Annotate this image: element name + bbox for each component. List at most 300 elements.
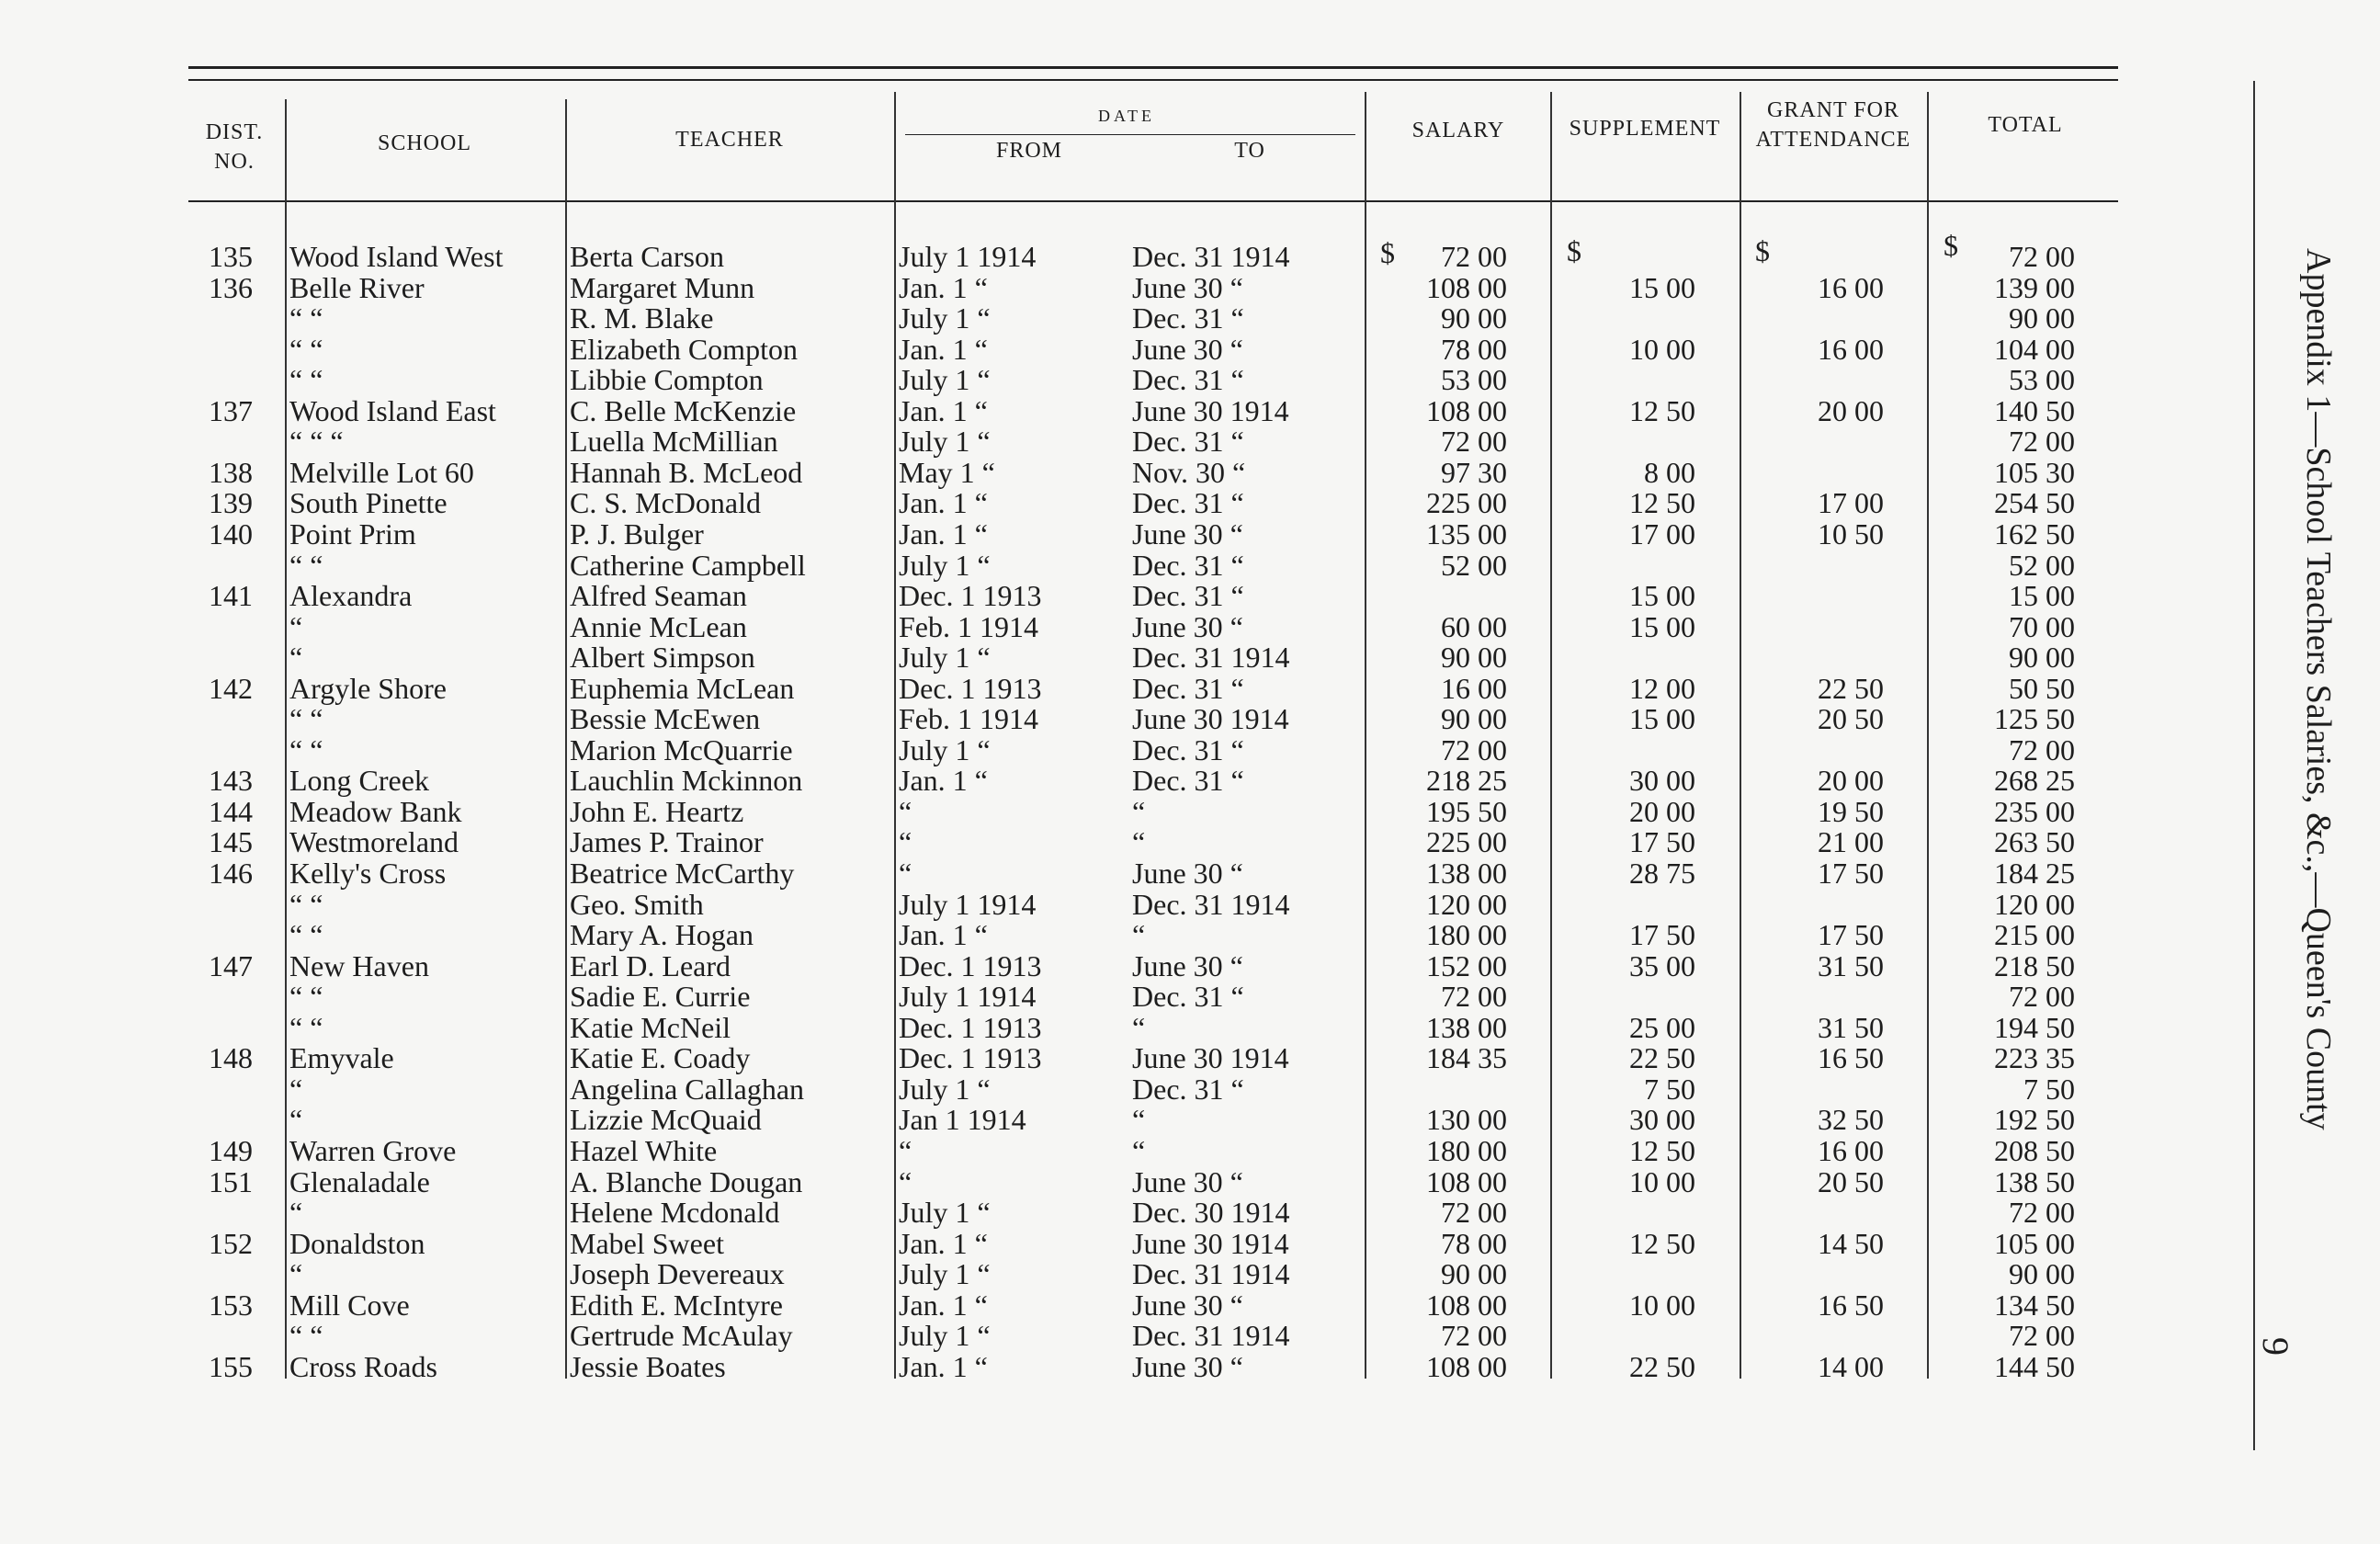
cell-grant: 20 50 (1818, 702, 1884, 736)
cell-school: New Haven (289, 948, 429, 982)
cell-school: “ “ (289, 918, 323, 952)
col-divider-salary (1550, 92, 1552, 1379)
cell-supplement: 17 50 (1629, 825, 1695, 859)
cell-teacher: R. M. Blake (570, 301, 714, 335)
cell-teacher: Sadie E. Currie (570, 980, 751, 1014)
cell-salary: 138 00 (1426, 1010, 1507, 1044)
cell-grant: 31 50 (1818, 948, 1884, 982)
header-dist-line2: NO. (214, 150, 255, 174)
cell-salary: 108 00 (1426, 393, 1507, 427)
cell-salary: 78 00 (1441, 332, 1507, 366)
cell-supplement: 7 50 (1644, 1072, 1695, 1106)
cell-supplement: 22 50 (1629, 1349, 1695, 1383)
cell-to: June 30 1914 (1132, 393, 1289, 427)
header-teacher: TEACHER (675, 128, 784, 152)
cell-school: Donaldston (289, 1226, 425, 1260)
cell-salary: 72 00 (1441, 240, 1507, 273)
header-school: SCHOOL (377, 131, 471, 155)
header-from: FROM (995, 139, 1063, 163)
cell-total: 15 00 (2009, 579, 2075, 613)
cell-from: July 1 “ (899, 1257, 991, 1291)
cell-total: 263 50 (1994, 825, 2075, 859)
cell-supplement: 12 50 (1629, 393, 1695, 427)
cell-teacher: Hazel White (570, 1133, 718, 1167)
cell-school: “ “ (289, 732, 323, 766)
cell-teacher: Helene Mcdonald (570, 1196, 780, 1230)
cell-school: Emyvale (289, 1041, 394, 1075)
cell-salary: 90 00 (1441, 641, 1507, 675)
header-supplement: SUPPLEMENT (1569, 117, 1721, 141)
cell-total: 72 00 (2009, 1196, 2075, 1230)
cell-grant: 14 50 (1818, 1226, 1884, 1260)
cell-salary: 53 00 (1441, 363, 1507, 397)
cell-supplement: 12 50 (1629, 486, 1695, 520)
cell-school: “ (289, 1103, 303, 1137)
cell-salary: 78 00 (1441, 1226, 1507, 1260)
cell-to: Dec. 31 “ (1132, 980, 1244, 1014)
cell-grant: 20 50 (1818, 1164, 1884, 1198)
side-title: Appendix 1—School Teachers Salaries, &c.,—Queen's County (2299, 248, 2338, 1130)
cell-salary: 108 00 (1426, 270, 1507, 304)
cell-to: Dec. 31 1914 (1132, 1319, 1290, 1353)
cell-salary: 108 00 (1426, 1164, 1507, 1198)
cell-salary: 97 30 (1441, 455, 1507, 489)
cell-from: Jan. 1 “ (899, 270, 988, 304)
cell-total: 90 00 (2009, 1257, 2075, 1291)
cell-to: June 30 1914 (1132, 702, 1289, 736)
cell-salary: 16 00 (1441, 671, 1507, 705)
cell-grant: 17 50 (1818, 918, 1884, 952)
cell-from: July 1 “ (899, 425, 991, 459)
cell-to: “ (1132, 1103, 1146, 1137)
cell-dist: 145 (209, 825, 253, 859)
cell-from: July 1 “ (899, 548, 991, 582)
cell-from: Jan. 1 “ (899, 764, 988, 798)
cell-teacher: Marion McQuarrie (570, 732, 793, 766)
cell-to: Dec. 31 “ (1132, 301, 1244, 335)
cell-school: Point Prim (289, 517, 416, 551)
cell-total: 235 00 (1994, 794, 2075, 828)
cell-teacher: Lauchlin Mckinnon (570, 764, 803, 798)
cell-from: Jan. 1 “ (899, 1226, 988, 1260)
cell-to: “ (1132, 825, 1146, 859)
cell-total: 138 50 (1994, 1164, 2075, 1198)
cell-salary: 138 00 (1426, 857, 1507, 890)
cell-total: 125 50 (1994, 702, 2075, 736)
cell-to: “ (1132, 918, 1146, 952)
cell-to: Nov. 30 “ (1132, 455, 1246, 489)
cell-total: 254 50 (1994, 486, 2075, 520)
cell-salary: 72 00 (1441, 425, 1507, 459)
cell-grant: 32 50 (1818, 1103, 1884, 1137)
cell-supplement: 10 00 (1629, 1288, 1695, 1322)
cell-to: June 30 1914 (1132, 1041, 1289, 1075)
cell-school: Warren Grove (289, 1133, 457, 1167)
cell-teacher: Alfred Seaman (570, 579, 747, 613)
cell-school: “ “ (289, 980, 323, 1014)
cell-teacher: Libbie Compton (570, 363, 764, 397)
cell-to: June 30 “ (1132, 948, 1243, 982)
cell-teacher: Beatrice McCarthy (570, 857, 795, 890)
cell-school: “ (289, 1257, 303, 1291)
header-salary: SALARY (1411, 119, 1505, 142)
cell-to: June 30 “ (1132, 332, 1243, 366)
cell-from: Jan. 1 “ (899, 393, 988, 427)
cell-dist: 135 (209, 240, 253, 273)
cell-from: Feb. 1 1914 (899, 609, 1038, 643)
cell-total: 104 00 (1994, 332, 2075, 366)
cell-total: 223 35 (1994, 1041, 2075, 1075)
cell-school: “ “ (289, 548, 323, 582)
cell-teacher: Bessie McEwen (570, 702, 761, 736)
cell-teacher: Margaret Munn (570, 270, 755, 304)
cell-from: July 1 1914 (899, 887, 1037, 921)
cell-school: Wood Island West (289, 240, 504, 273)
cell-dist: 149 (209, 1133, 253, 1167)
cell-salary: 180 00 (1426, 918, 1507, 952)
header-to: TO (1234, 139, 1265, 163)
cell-dist: 138 (209, 455, 253, 489)
cell-from: July 1 “ (899, 1319, 991, 1353)
cell-dist: 143 (209, 764, 253, 798)
cell-salary: 72 00 (1441, 1319, 1507, 1353)
cell-dist: 148 (209, 1041, 253, 1075)
cell-school: “ (289, 641, 303, 675)
cell-total: 90 00 (2009, 641, 2075, 675)
cell-salary: 225 00 (1426, 825, 1507, 859)
cell-school: Long Creek (289, 764, 429, 798)
cell-teacher: Elizabeth Compton (570, 332, 798, 366)
header-total: TOTAL (1988, 113, 2063, 137)
cell-salary: 120 00 (1426, 887, 1507, 921)
cell-school: “ “ (289, 363, 323, 397)
cell-salary: 195 50 (1426, 794, 1507, 828)
cell-to: Dec. 31 “ (1132, 363, 1244, 397)
supplement-dollar-sign: $ (1567, 234, 1581, 267)
cell-supplement: 15 00 (1629, 702, 1695, 736)
header-dist (188, 118, 280, 176)
cell-from: “ (899, 794, 912, 828)
cell-to: “ (1132, 1133, 1146, 1167)
cell-salary: 72 00 (1441, 980, 1507, 1014)
cell-grant: 16 50 (1818, 1288, 1884, 1322)
cell-salary: 218 25 (1426, 764, 1507, 798)
cell-supplement: 12 00 (1629, 671, 1695, 705)
cell-from: July 1 “ (899, 641, 991, 675)
cell-grant: 10 50 (1818, 517, 1884, 551)
cell-to: Dec. 31 “ (1132, 732, 1244, 766)
cell-to: June 30 “ (1132, 517, 1243, 551)
cell-total: 72 00 (2009, 980, 2075, 1014)
cell-total: 144 50 (1994, 1349, 2075, 1383)
cell-total: 7 50 (2023, 1072, 2075, 1106)
cell-total: 52 00 (2009, 548, 2075, 582)
header-top-rule (188, 79, 2118, 81)
cell-teacher: John E. Heartz (570, 794, 744, 828)
cell-dist: 144 (209, 794, 253, 828)
cell-school: Westmoreland (289, 825, 459, 859)
cell-school: “ “ (289, 1010, 323, 1044)
cell-grant: 17 50 (1818, 857, 1884, 890)
header-bottom-rule (188, 200, 2118, 202)
cell-salary: 108 00 (1426, 1349, 1507, 1383)
cell-from: July 1 “ (899, 732, 991, 766)
right-margin-rule (2253, 81, 2255, 1450)
cell-teacher: Joseph Devereaux (570, 1257, 785, 1291)
cell-grant: 16 00 (1818, 270, 1884, 304)
cell-from: Jan. 1 “ (899, 517, 988, 551)
cell-salary: 72 00 (1441, 1196, 1507, 1230)
cell-teacher: Berta Carson (570, 240, 724, 273)
cell-dist: 147 (209, 948, 253, 982)
cell-teacher: Gertrude McAulay (570, 1319, 793, 1353)
cell-salary: 60 00 (1441, 609, 1507, 643)
cell-to: June 30 1914 (1132, 1226, 1289, 1260)
cell-school: Argyle Shore (289, 671, 447, 705)
cell-salary: 90 00 (1441, 702, 1507, 736)
cell-school: “ “ (289, 332, 323, 366)
cell-salary: 135 00 (1426, 517, 1507, 551)
cell-teacher: Luella McMillian (570, 425, 778, 459)
cell-grant: 20 00 (1818, 393, 1884, 427)
cell-from: Dec. 1 1913 (899, 671, 1042, 705)
cell-school: “ (289, 1196, 303, 1230)
cell-to: Dec. 31 1914 (1132, 887, 1290, 921)
cell-total: 53 00 (2009, 363, 2075, 397)
cell-teacher: Katie E. Coady (570, 1041, 751, 1075)
cell-dist: 142 (209, 671, 253, 705)
cell-total: 208 50 (1994, 1133, 2075, 1167)
cell-school: Glenaladale (289, 1164, 430, 1198)
cell-total: 134 50 (1994, 1288, 2075, 1322)
cell-to: Dec. 30 1914 (1132, 1196, 1290, 1230)
cell-supplement: 12 50 (1629, 1133, 1695, 1167)
cell-supplement: 15 00 (1629, 609, 1695, 643)
cell-supplement: 12 50 (1629, 1226, 1695, 1260)
cell-from: Jan. 1 “ (899, 1349, 988, 1383)
cell-supplement: 30 00 (1629, 1103, 1695, 1137)
cell-from: Jan. 1 “ (899, 918, 988, 952)
cell-school: “ “ “ (289, 425, 344, 459)
cell-school: “ (289, 1072, 303, 1106)
cell-to: Dec. 31 “ (1132, 486, 1244, 520)
cell-salary: 184 35 (1426, 1041, 1507, 1075)
cell-teacher: Lizzie McQuaid (570, 1103, 762, 1137)
cell-school: Wood Island East (289, 393, 496, 427)
cell-dist: 137 (209, 393, 253, 427)
cell-total: 72 00 (2009, 240, 2075, 273)
col-divider-teacher (894, 92, 896, 1379)
cell-school: “ “ (289, 702, 323, 736)
cell-supplement: 17 00 (1629, 517, 1695, 551)
cell-salary: 52 00 (1441, 548, 1507, 582)
cell-teacher: Katie McNeil (570, 1010, 731, 1044)
cell-teacher: Mary A. Hogan (570, 918, 754, 952)
cell-from: “ (899, 1133, 912, 1167)
cell-to: June 30 “ (1132, 270, 1243, 304)
cell-to: Dec. 31 “ (1132, 425, 1244, 459)
cell-total: 192 50 (1994, 1103, 2075, 1137)
cell-salary: 180 00 (1426, 1133, 1507, 1167)
cell-teacher: Mabel Sweet (570, 1226, 724, 1260)
cell-grant: 21 00 (1818, 825, 1884, 859)
cell-total: 70 00 (2009, 609, 2075, 643)
cell-school: Meadow Bank (289, 794, 462, 828)
cell-from: July 1 “ (899, 1072, 991, 1106)
cell-from: Dec. 1 1913 (899, 579, 1042, 613)
cell-from: May 1 “ (899, 455, 995, 489)
cell-to: Dec. 31 1914 (1132, 641, 1290, 675)
cell-dist: 140 (209, 517, 253, 551)
cell-supplement: 15 00 (1629, 579, 1695, 613)
cell-total: 90 00 (2009, 301, 2075, 335)
cell-to: June 30 “ (1132, 857, 1243, 890)
cell-total: 105 30 (1994, 455, 2075, 489)
cell-to: June 30 “ (1132, 1164, 1243, 1198)
cell-to: Dec. 31 “ (1132, 764, 1244, 798)
cell-total: 139 00 (1994, 270, 2075, 304)
cell-to: Dec. 31 “ (1132, 548, 1244, 582)
cell-teacher: Angelina Callaghan (570, 1072, 805, 1106)
cell-teacher: A. Blanche Dougan (570, 1164, 803, 1198)
top-rule (188, 66, 2118, 69)
cell-total: 268 25 (1994, 764, 2075, 798)
cell-supplement: 35 00 (1629, 948, 1695, 982)
cell-to: Dec. 31 “ (1132, 1072, 1244, 1106)
header-date: DATE (1098, 107, 1155, 125)
cell-grant: 22 50 (1818, 671, 1884, 705)
cell-total: 162 50 (1994, 517, 2075, 551)
cell-salary: 90 00 (1441, 301, 1507, 335)
cell-to: Dec. 31 1914 (1132, 240, 1290, 273)
col-divider-school (565, 99, 567, 1379)
cell-total: 194 50 (1994, 1010, 2075, 1044)
cell-salary: 130 00 (1426, 1103, 1507, 1137)
cell-supplement: 8 00 (1644, 455, 1695, 489)
cell-dist: 151 (209, 1164, 253, 1198)
cell-teacher: C. Belle McKenzie (570, 393, 797, 427)
cell-to: “ (1132, 794, 1146, 828)
page-number: 9 (2255, 1337, 2296, 1356)
cell-teacher: Euphemia McLean (570, 671, 795, 705)
cell-total: 72 00 (2009, 732, 2075, 766)
cell-from: Dec. 1 1913 (899, 948, 1042, 982)
cell-teacher: P. J. Bulger (570, 517, 704, 551)
cell-teacher: Jessie Boates (570, 1349, 726, 1383)
cell-to: June 30 “ (1132, 1349, 1243, 1383)
cell-dist: 152 (209, 1226, 253, 1260)
col-divider-grant (1927, 92, 1929, 1379)
cell-to: Dec. 31 “ (1132, 579, 1244, 613)
cell-school: Melville Lot 60 (289, 455, 474, 489)
cell-total: 140 50 (1994, 393, 2075, 427)
cell-grant: 16 00 (1818, 1133, 1884, 1167)
cell-teacher: Edith E. McIntyre (570, 1288, 783, 1322)
cell-dist: 136 (209, 270, 253, 304)
cell-from: Jan. 1 “ (899, 1288, 988, 1322)
cell-school: Alexandra (289, 579, 413, 613)
cell-from: July 1 1914 (899, 240, 1037, 273)
cell-total: 50 50 (2009, 671, 2075, 705)
cell-total: 120 00 (1994, 887, 2075, 921)
cell-dist: 141 (209, 579, 253, 613)
col-divider-date (1365, 92, 1366, 1379)
total-dollar-sign: $ (1944, 229, 1958, 262)
cell-from: Dec. 1 1913 (899, 1041, 1042, 1075)
date-subheader-rule (905, 134, 1355, 135)
cell-salary: 72 00 (1441, 732, 1507, 766)
cell-dist: 153 (209, 1288, 253, 1322)
cell-to: Dec. 31 1914 (1132, 1257, 1290, 1291)
header-grant (1741, 96, 1925, 154)
header-grant-line2: ATTENDANCE (1755, 128, 1911, 152)
cell-school: Mill Cove (289, 1288, 410, 1322)
cell-supplement: 30 00 (1629, 764, 1695, 798)
cell-dist: 146 (209, 857, 253, 890)
cell-grant: 14 00 (1818, 1349, 1884, 1383)
cell-total: 215 00 (1994, 918, 2075, 952)
cell-from: Jan 1 1914 (899, 1103, 1026, 1137)
cell-total: 105 00 (1994, 1226, 2075, 1260)
cell-from: July 1 1914 (899, 980, 1037, 1014)
salary-dollar-sign: $ (1380, 236, 1395, 269)
cell-school: Belle River (289, 270, 425, 304)
cell-school: “ (289, 609, 303, 643)
cell-supplement: 28 75 (1629, 857, 1695, 890)
cell-total: 72 00 (2009, 425, 2075, 459)
cell-from: Jan. 1 “ (899, 332, 988, 366)
cell-grant: 19 50 (1818, 794, 1884, 828)
cell-to: Dec. 31 “ (1132, 671, 1244, 705)
cell-teacher: Earl D. Leard (570, 948, 731, 982)
col-divider-dist (285, 99, 287, 1379)
cell-from: Feb. 1 1914 (899, 702, 1038, 736)
cell-supplement: 25 00 (1629, 1010, 1695, 1044)
cell-school: Cross Roads (289, 1349, 437, 1383)
header-grant-line1: GRANT FOR (1767, 98, 1899, 122)
cell-grant: 31 50 (1818, 1010, 1884, 1044)
cell-from: July 1 “ (899, 1196, 991, 1230)
cell-salary: 108 00 (1426, 1288, 1507, 1322)
cell-to: June 30 “ (1132, 609, 1243, 643)
cell-from: July 1 “ (899, 301, 991, 335)
cell-to: “ (1132, 1010, 1146, 1044)
cell-dist: 139 (209, 486, 253, 520)
cell-supplement: 20 00 (1629, 794, 1695, 828)
grant-dollar-sign: $ (1755, 234, 1770, 267)
cell-supplement: 10 00 (1629, 1164, 1695, 1198)
cell-school: South Pinette (289, 486, 448, 520)
cell-school: “ “ (289, 1319, 323, 1353)
cell-total: 72 00 (2009, 1319, 2075, 1353)
cell-salary: 90 00 (1441, 1257, 1507, 1291)
cell-grant: 20 00 (1818, 764, 1884, 798)
cell-teacher: C. S. McDonald (570, 486, 761, 520)
cell-to: June 30 “ (1132, 1288, 1243, 1322)
cell-teacher: Catherine Campbell (570, 548, 806, 582)
cell-dist: 155 (209, 1349, 253, 1383)
cell-grant: 16 00 (1818, 332, 1884, 366)
cell-teacher: Hannah B. McLeod (570, 455, 803, 489)
cell-salary: 225 00 (1426, 486, 1507, 520)
cell-salary: 152 00 (1426, 948, 1507, 982)
cell-teacher: Geo. Smith (570, 887, 704, 921)
cell-supplement: 22 50 (1629, 1041, 1695, 1075)
cell-grant: 16 50 (1818, 1041, 1884, 1075)
cell-supplement: 15 00 (1629, 270, 1695, 304)
cell-from: “ (899, 1164, 912, 1198)
cell-supplement: 17 50 (1629, 918, 1695, 952)
